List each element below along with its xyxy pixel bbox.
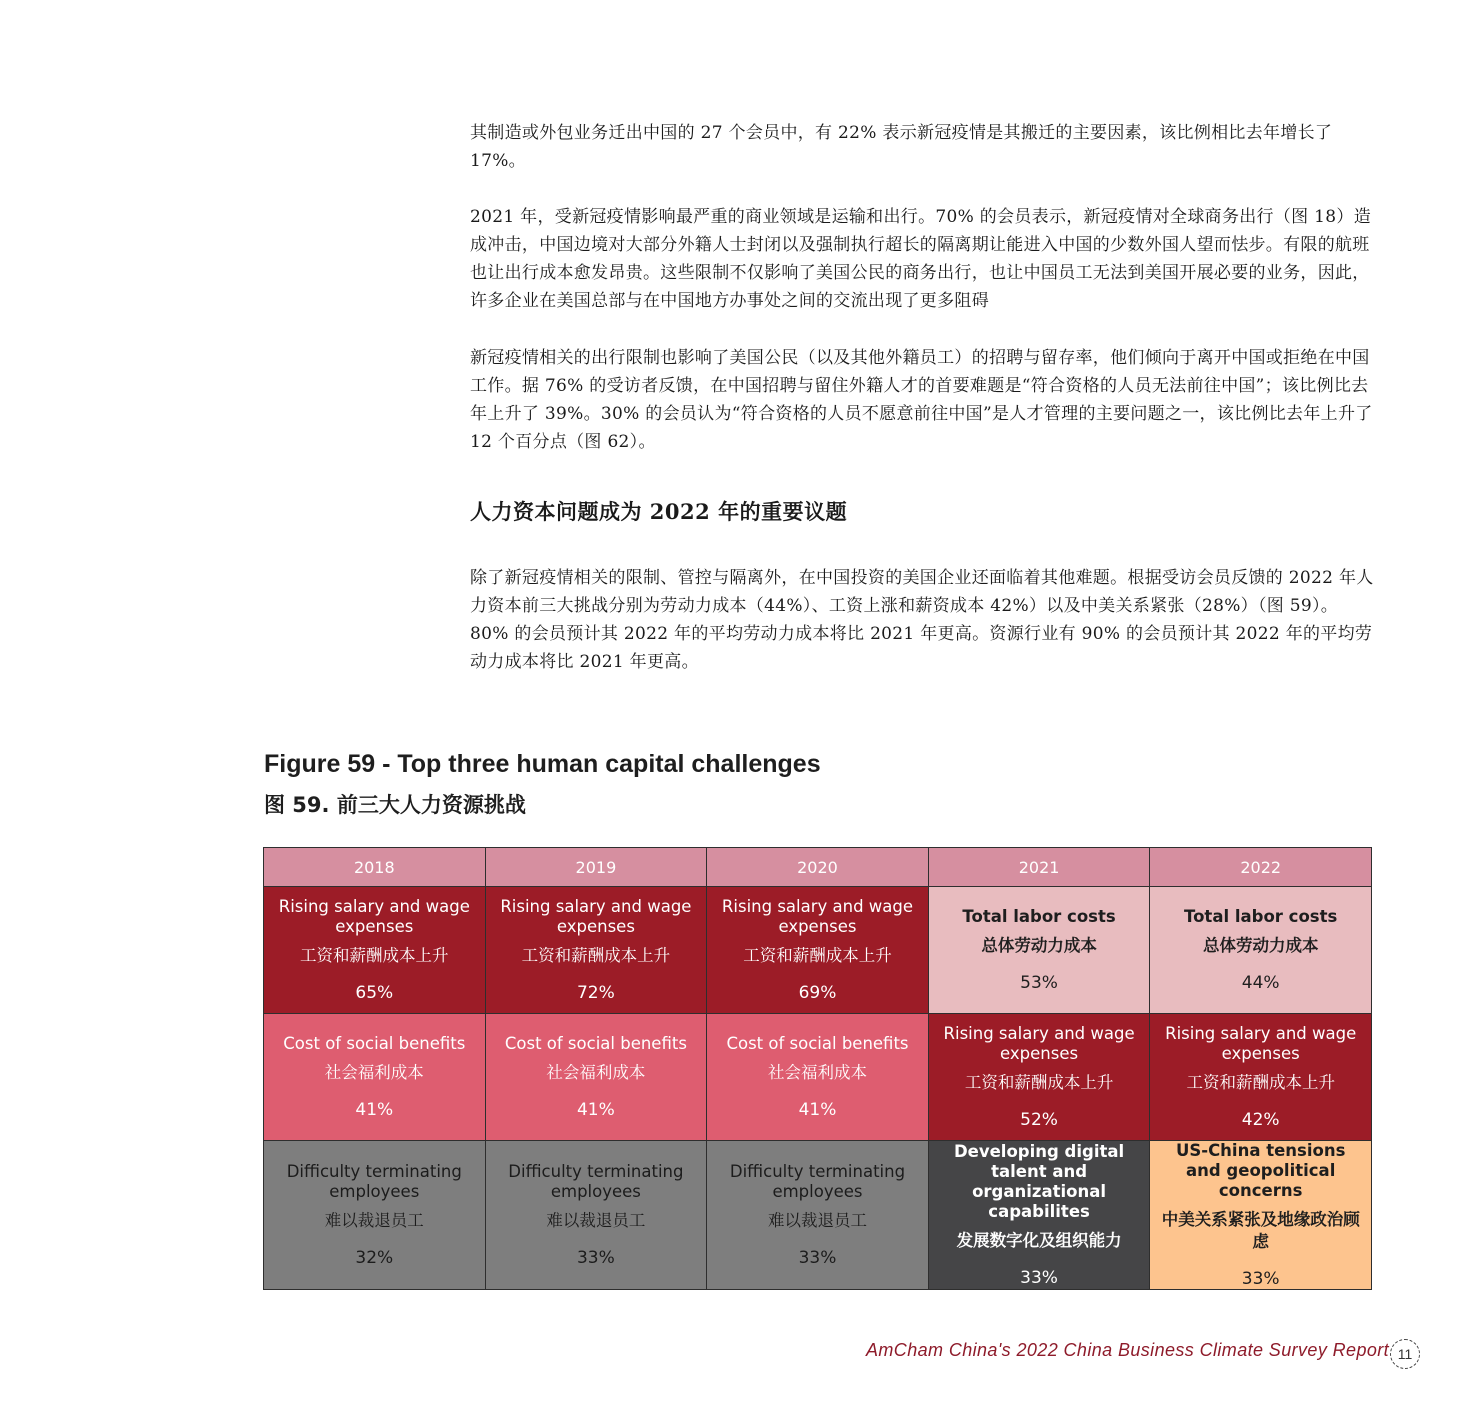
challenge-label-en: Difficulty terminating employees xyxy=(508,1162,684,1201)
challenge-label-en: Total labor costs xyxy=(962,907,1116,926)
challenge-label-en: Rising salary and wage expenses xyxy=(278,897,470,936)
year-header: 2022 xyxy=(1150,848,1372,887)
challenge-cell xyxy=(928,1014,1150,1141)
challenge-label-zh: 社会福利成本 xyxy=(767,1063,867,1082)
challenge-percent: 33% xyxy=(1241,1269,1280,1289)
challenge-label-en: Difficulty terminating employees xyxy=(286,1162,462,1201)
challenge-percent: 44% xyxy=(1241,973,1280,993)
body-paragraph-4: 除了新冠疫情相关的限制、管控与隔离外，在中国投资的美国企业还面临着其他难题。根据受访会员反馈的 2022 年人力资本前三大挑战分别为劳动力成本（44%）、工资上涨和薪资成本 42%）以及中美关系紧张（28%）（图 59）。80% 的会员预计其 2022 年的平均劳动力成本将比 2021 年更高。资源行业有 90% 的会员预计其 2022 年的平均劳动力成本将比 2021 年更高。 xyxy=(470,568,1374,672)
challenge-percent: 69% xyxy=(798,983,837,1003)
challenge-percent: 41% xyxy=(355,1100,394,1120)
challenge-label-en: Rising salary and wage expenses xyxy=(943,1024,1135,1063)
challenge-rank-2-row xyxy=(264,1014,1372,1141)
section-heading: 人力资本问题成为 2022 年的重要议题 xyxy=(470,499,848,524)
challenge-cell xyxy=(264,1141,486,1290)
year-header: 2021 xyxy=(928,848,1150,887)
report-title-footer: AmCham China's 2022 China Business Climate Survey Report xyxy=(866,1340,1390,1360)
challenge-percent: 41% xyxy=(798,1100,837,1120)
page-number: 11 xyxy=(1390,1339,1420,1369)
challenge-label-en: Rising salary and wage expenses xyxy=(500,897,692,936)
challenge-cell xyxy=(264,1014,486,1141)
challenge-percent: 32% xyxy=(355,1248,394,1268)
challenge-label-zh: 工资和薪酬成本上升 xyxy=(743,946,892,965)
challenge-label-zh: 工资和薪酬成本上升 xyxy=(521,946,671,965)
challenge-label-zh: 中美关系紧张及地缘政治顾虑 xyxy=(1161,1210,1360,1251)
challenge-cell xyxy=(928,887,1150,1014)
challenge-cell xyxy=(707,1014,929,1141)
challenge-percent: 33% xyxy=(798,1248,837,1268)
challenge-cell xyxy=(485,1141,707,1290)
challenge-label-zh: 总体劳动力成本 xyxy=(981,936,1097,955)
challenge-percent: 72% xyxy=(576,983,615,1003)
challenge-cell xyxy=(707,1141,929,1290)
challenge-cell xyxy=(485,1014,707,1141)
challenge-rank-3-row xyxy=(264,1141,1372,1290)
challenge-percent: 53% xyxy=(1020,973,1058,993)
challenge-cell xyxy=(1150,887,1372,1014)
challenge-percent: 52% xyxy=(1020,1110,1058,1130)
year-header: 2020 xyxy=(707,848,929,887)
challenge-label-zh: 难以裁退员工 xyxy=(324,1211,424,1230)
body-paragraph-1: 其制造或外包业务迁出中国的 27 个会员中，有 22% 表示新冠疫情是其搬迁的主要因素，该比例相比去年增长了 17%。 xyxy=(470,123,1333,171)
challenge-cell xyxy=(707,887,929,1014)
body-paragraph-3: 新冠疫情相关的出行限制也影响了美国公民（以及其他外籍员工）的招聘与留存率，他们倾向于离开中国或拒绝在中国工作。据 76% 的受访者反馈，在中国招聘与留住外籍人才的首要难题是“符合资格的人员无法前往中国”；该比例比去年上升了 39%。30% 的会员认为“符合资格的人员不愿意前往中国”是人才管理的主要问题之一，该比例比去年上升了 12 个百分点（图 62）。 xyxy=(470,348,1373,452)
challenge-rank-1-row xyxy=(264,887,1372,1014)
challenge-cell xyxy=(1150,1141,1372,1290)
challenge-label-zh: 发展数字化及组织能力 xyxy=(956,1231,1122,1250)
figure-title-en: Figure 59 - Top three human capital challenges xyxy=(264,750,821,778)
challenge-cell xyxy=(1150,1014,1372,1141)
challenge-label-zh: 工资和薪酬成本上升 xyxy=(964,1073,1114,1092)
challenge-label-zh: 社会福利成本 xyxy=(546,1063,646,1082)
challenges-table xyxy=(263,847,1372,1290)
challenge-cell xyxy=(264,887,486,1014)
year-header: 2019 xyxy=(485,848,707,887)
challenge-label-zh: 社会福利成本 xyxy=(324,1063,424,1082)
challenge-label-en: Rising salary and wage expenses xyxy=(721,897,914,936)
figure-title-zh: 图 59. 前三大人力资源挑战 xyxy=(264,793,526,817)
challenge-percent: 41% xyxy=(576,1100,615,1120)
challenge-label-en: US-China tensions and geopolitical concerns xyxy=(1175,1141,1346,1200)
challenge-label-en: Total labor costs xyxy=(1184,907,1338,926)
challenge-label-zh: 工资和薪酬成本上升 xyxy=(1186,1073,1335,1092)
body-paragraph-2: 2021 年，受新冠疫情影响最严重的商业领域是运输和出行。70% 的会员表示，新冠疫情对全球商务出行（图 18）造成冲击，中国边境对大部分外籍人士封闭以及强制执行超长的隔离期让能进入中国的少数外国人望而怯步。有限的航班也让出行成本愈发昂贵。这些限制不仅影响了美国公民的商务出行，也让中国员工无法到美国开展必要的业务，因此，许多企业在美国总部与在中国地方办事处之间的交流出现了更多阻碍 xyxy=(470,207,1371,311)
challenge-percent: 65% xyxy=(355,983,394,1003)
challenge-percent: 33% xyxy=(1020,1268,1058,1288)
challenge-label-en: Rising salary and wage expenses xyxy=(1165,1024,1357,1063)
challenge-label-en: Cost of social benefits xyxy=(726,1034,909,1053)
challenge-label-en: Cost of social benefits xyxy=(504,1034,687,1053)
challenge-label-zh: 难以裁退员工 xyxy=(767,1211,867,1230)
challenge-label-zh: 难以裁退员工 xyxy=(546,1211,646,1230)
year-header: 2018 xyxy=(264,848,486,887)
challenge-percent: 33% xyxy=(576,1248,615,1268)
challenge-label-en: Difficulty terminating employees xyxy=(729,1162,906,1201)
challenge-label-en: Cost of social benefits xyxy=(283,1034,466,1053)
challenge-label-zh: 工资和薪酬成本上升 xyxy=(300,946,449,965)
challenge-label-en: Developing digital talent and organizational capabilites xyxy=(953,1142,1125,1221)
challenge-cell xyxy=(928,1141,1150,1290)
year-header-row xyxy=(264,848,1372,887)
challenge-label-zh: 总体劳动力成本 xyxy=(1202,936,1319,955)
challenge-percent: 42% xyxy=(1241,1110,1280,1130)
challenge-cell xyxy=(485,887,707,1014)
